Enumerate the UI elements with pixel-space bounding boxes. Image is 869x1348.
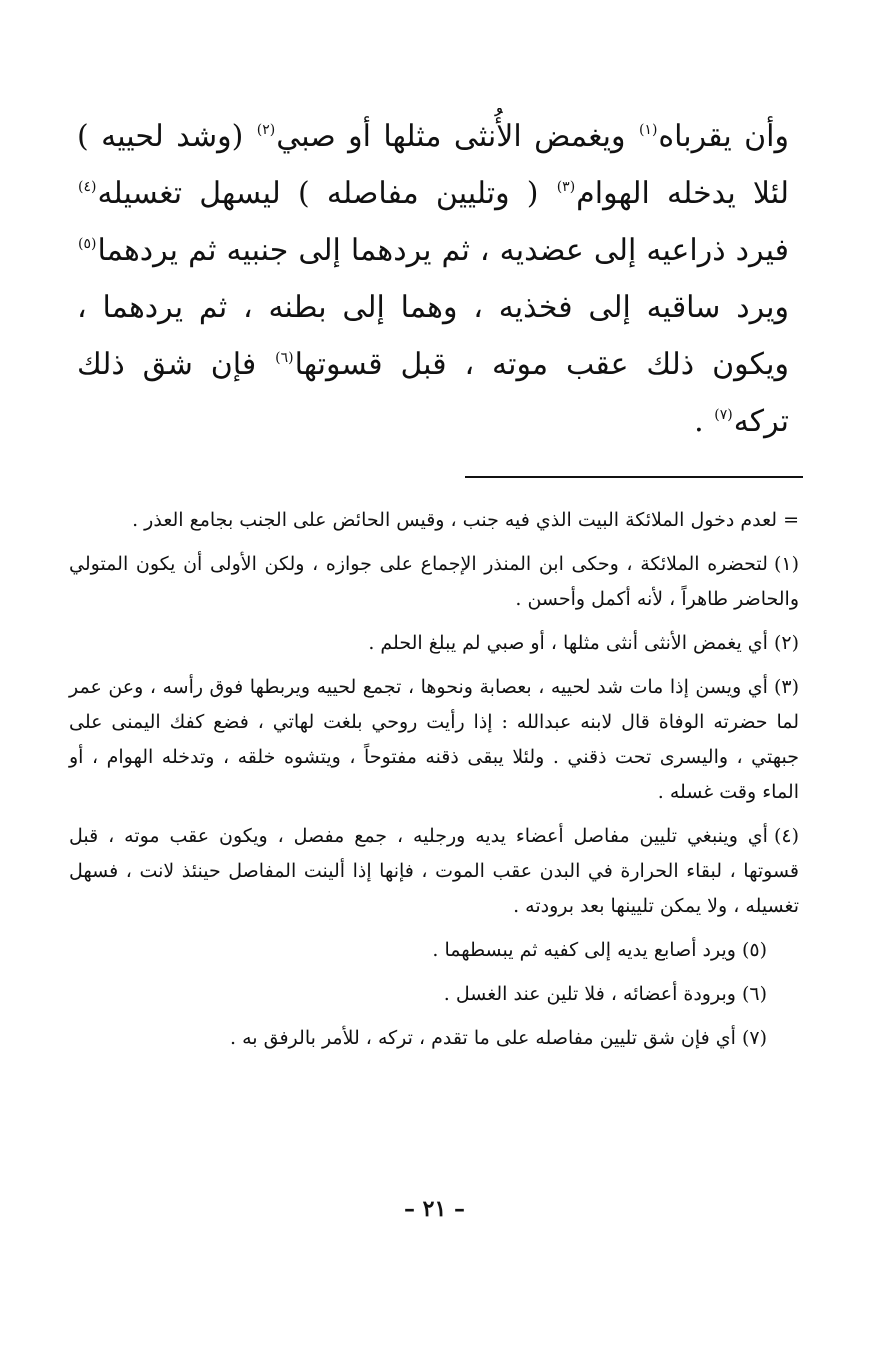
main-text-line: [77, 222, 789, 279]
footnote-number: (١): [773, 553, 799, 575]
footnote-number: (٦): [741, 983, 767, 1005]
footnote-number: (٥): [741, 939, 767, 961]
footnote-3: [69, 670, 799, 810]
main-text-segment: ( وتليين مفاصله ) ليسهل تغسيله: [97, 176, 556, 211]
footnote-reference[interactable]: (٣): [556, 179, 576, 195]
footnote-text: أي فإن شق تليين مفاصله على ما تقدم ، تركه ، للأمر بالرفق به .: [230, 1027, 736, 1049]
footnote-text: وبرودة أعضائه ، فلا تلين عند الغسل .: [443, 983, 736, 1005]
footnote-separator: [465, 476, 803, 478]
footnote-reference[interactable]: (٦): [275, 350, 294, 366]
main-text-segment: فإن شق ذلك: [77, 347, 275, 382]
footnote-reference[interactable]: (٥): [78, 236, 97, 252]
footnote-continued: [69, 503, 799, 538]
main-text-block: [77, 108, 789, 450]
main-text-line: [77, 279, 789, 336]
footnote-number: (٢): [773, 632, 799, 654]
footnote-1: [69, 547, 799, 617]
footnotes-block: [69, 503, 799, 1065]
footnote-text: أي ويسن إذا مات شد لحييه ، بعصابة ونحوها ، تجمع لحييه ويربطها فوق رأسه ، وعن عمر لما حضرته الوفاة قال لابنه عبدالله : إذا رأيت روحي بلغت لهاتي ، فضع كفك اليمنى على جبهتي ، واليسرى تحت ذقني . ولئلا يبقى ذقنه مفتوحاً ، ويتشوه خلقه ، وتدخله الهوام ، أو الماء وقت غسله .: [69, 676, 799, 803]
footnote-text: أي يغمض الأنثى أنثى مثلها ، أو صبي لم يبلغ الحلم .: [368, 632, 768, 654]
footnote-2: [69, 626, 799, 661]
footnote-text: أي وينبغي تليين مفاصل أعضاء يديه ورجليه ، جمع مفصل ، ويكون عقب موته ، قبل قسوتها ، لبقاء الحرارة في البدن عقب الموت ، فإنها إذا ألينت المفاصل حينئذ لانت ، فسهل تغسيله ، ولا يمكن تليينها بعد برودته .: [69, 825, 799, 917]
footnote-4: [69, 819, 799, 924]
footnote-reference[interactable]: (٧): [714, 407, 733, 423]
footnote-7: [69, 1021, 799, 1056]
main-text-segment: ويرد ساقيه إلى فخذيه ، وهما إلى بطنه ، ثم يردهما ،: [77, 290, 789, 325]
footnote-text: = لعدم دخول الملائكة البيت الذي فيه جنب ، وقيس الحائض على الجنب بجامع العذر .: [132, 509, 799, 531]
main-text-segment: .: [694, 404, 714, 439]
footnote-reference[interactable]: (٤): [78, 179, 97, 195]
footnote-number: (٤): [773, 825, 799, 847]
footnote-number: (٣): [773, 676, 799, 698]
main-text-segment: ويكون ذلك عقب موته ، قبل قسوتها: [294, 347, 789, 382]
main-text-line: [77, 108, 789, 165]
main-text-line: [77, 165, 789, 222]
footnote-reference[interactable]: (٢): [256, 122, 276, 138]
main-text-segment: تركه: [733, 404, 789, 439]
footnote-number: (٧): [741, 1027, 767, 1049]
footnote-5: [69, 933, 799, 968]
footnote-text: ويرد أصابع يديه إلى كفيه ثم يبسطهما .: [432, 939, 736, 961]
main-text-line: [77, 336, 789, 393]
main-text-segment: وأن يقرباه: [658, 119, 789, 154]
main-text-segment: لئلا يدخله الهوام: [576, 176, 789, 211]
page-number: – ٢١ –: [404, 1196, 465, 1222]
main-text-segment: (وشد لحييه ): [77, 119, 256, 154]
main-text-segment: ويغمض الأُنثى مثلها أو صبي: [276, 119, 638, 154]
footnote-reference[interactable]: (١): [638, 122, 658, 138]
main-text-line: [77, 393, 789, 450]
footnote-text: لتحضره الملائكة ، وحكى ابن المنذر الإجماع على جوازه ، ولكن الأولى أن يكون المتولي والحاضر طاهراً ، لأنه أكمل وأحسن .: [69, 553, 799, 610]
main-text-segment: فيرد ذراعيه إلى عضديه ، ثم يردهما إلى جنبيه ثم يردهما: [97, 233, 789, 268]
footnote-6: [69, 977, 799, 1012]
